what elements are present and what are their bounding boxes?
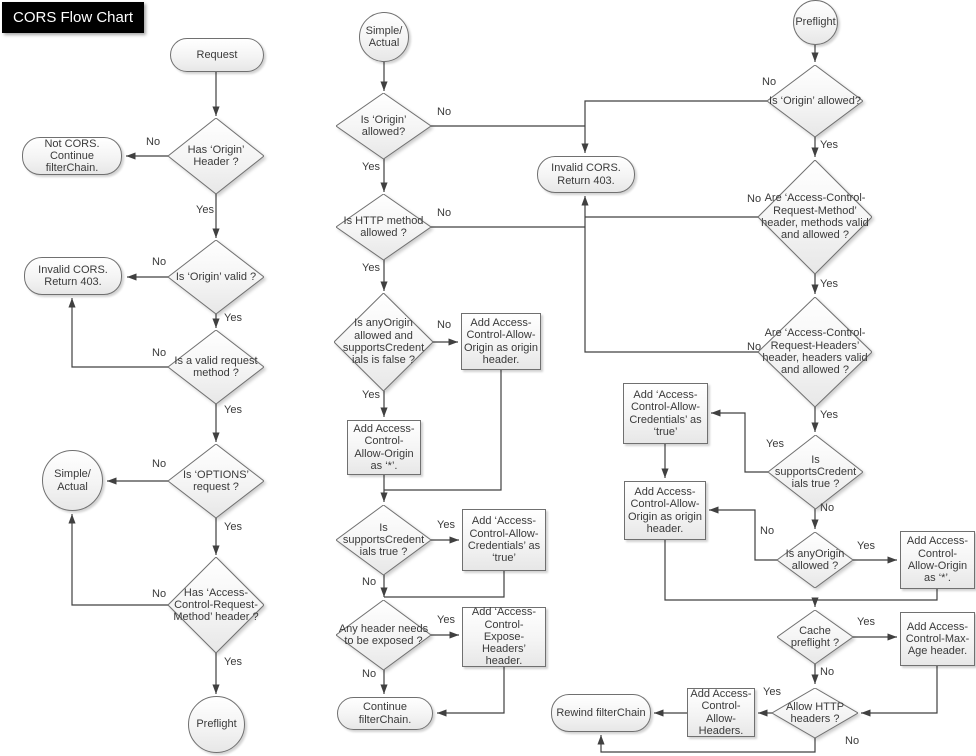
edge-label-no: No bbox=[747, 341, 762, 353]
node-label: Allow HTTP headers ? bbox=[785, 700, 845, 725]
node-label: Add Access-Control-Max-Age header. bbox=[905, 620, 970, 658]
edge-label-no: No bbox=[820, 502, 835, 514]
edge-label-yes: Yes bbox=[857, 616, 875, 628]
edge-label-no: No bbox=[362, 576, 377, 588]
node-label: Add Access-Control-Allow-Origin as origin header. bbox=[628, 485, 702, 535]
node-label: Are ‘Access-Control-Request-Method’ header, methods valid and allowed ? bbox=[761, 192, 869, 242]
terminator-continue-filterchain bbox=[337, 697, 433, 730]
node-label: Is ‘OPTIONS’ request ? bbox=[182, 468, 249, 493]
node-label: Is supportsCredent ials true ? bbox=[342, 521, 425, 559]
edge-label-yes: Yes bbox=[224, 404, 242, 416]
node-label: Has ‘Origin’ Header ? bbox=[187, 143, 245, 168]
node-label: Simple/ Actual bbox=[365, 24, 403, 49]
connector-simple-actual-mid bbox=[359, 12, 409, 62]
decision-anyorigin-cred-false bbox=[334, 293, 433, 391]
node-label: Has ‘Access-Control-Request-Method’ header ? bbox=[173, 586, 259, 624]
decision-cache-preflight bbox=[777, 610, 853, 664]
edge-label-yes: Yes bbox=[362, 389, 380, 401]
edge-label-yes: Yes bbox=[224, 521, 242, 533]
decision-any-header-exposed bbox=[336, 600, 431, 670]
process-add-acma bbox=[900, 612, 975, 666]
edge-label-no: No bbox=[747, 193, 762, 205]
decision-origin-allowed-mid bbox=[336, 93, 431, 159]
edge-label-yes: Yes bbox=[224, 656, 242, 668]
terminator-invalid-cors-mid bbox=[537, 156, 635, 193]
node-label: Is anyOrigin allowed ? bbox=[785, 547, 845, 572]
node-label: Add Access-Control-Allow-Origin as ‘*’. bbox=[906, 535, 969, 585]
terminator-rewind-filterchain bbox=[551, 694, 651, 732]
process-add-acac-true-right bbox=[623, 383, 708, 444]
process-add-acah bbox=[687, 688, 755, 737]
node-label: Request bbox=[196, 48, 238, 61]
decision-http-method-allowed bbox=[336, 194, 431, 260]
node-label: Add ‘Access-Control-Expose-Headers’ header. bbox=[471, 606, 537, 668]
node-label: Add Access-Control-Allow-Origin as origin header. bbox=[464, 316, 538, 366]
node-label: Is a valid request method ? bbox=[174, 354, 258, 379]
connector-preflight-right bbox=[793, 0, 838, 45]
edge-label-yes: Yes bbox=[766, 438, 784, 450]
edge-label-yes: Yes bbox=[224, 312, 242, 324]
edge-label-no: No bbox=[845, 735, 860, 747]
process-add-acac-true-mid bbox=[462, 509, 546, 571]
node-label: Add Access-Control-Allow-Headers. bbox=[690, 687, 752, 737]
edge-label-no: No bbox=[437, 207, 452, 219]
edge-label-no: No bbox=[152, 256, 167, 268]
edge-label-yes: Yes bbox=[820, 139, 838, 151]
edge-label-yes: Yes bbox=[196, 204, 214, 216]
node-label: Simple/ Actual bbox=[54, 468, 91, 493]
edge-label-no: No bbox=[820, 666, 835, 678]
connector-simple-actual-left bbox=[42, 450, 103, 511]
node-label: Preflight bbox=[795, 16, 836, 29]
edge-label-yes: Yes bbox=[362, 262, 380, 274]
process-add-aceh bbox=[462, 607, 546, 667]
edge-label-yes: Yes bbox=[763, 686, 781, 698]
process-add-acao-star-right bbox=[900, 531, 975, 589]
process-add-acao-origin-mid bbox=[461, 313, 541, 370]
edge-label-yes: Yes bbox=[362, 161, 380, 173]
node-label: Add ‘Access-Control-Allow-Credentials’ as ‘true’ bbox=[467, 515, 541, 565]
decision-has-acrm-header bbox=[168, 557, 264, 653]
decision-supports-cred-mid bbox=[336, 505, 431, 575]
edge-label-yes: Yes bbox=[857, 540, 875, 552]
process-add-acao-star-mid bbox=[347, 420, 421, 475]
node-label: Not CORS. Continue filterChain. bbox=[44, 137, 100, 175]
edge-label-yes: Yes bbox=[820, 278, 838, 290]
edge-label-yes: Yes bbox=[820, 409, 838, 421]
decision-allow-http-headers bbox=[772, 688, 858, 738]
terminator-request bbox=[170, 38, 264, 72]
decision-acrm-valid bbox=[758, 160, 872, 274]
chart-title: CORS Flow Chart bbox=[2, 2, 144, 33]
edge-label-no: No bbox=[146, 136, 161, 148]
node-label: Continue filterChain. bbox=[358, 701, 412, 726]
edge-label-no: No bbox=[437, 106, 452, 118]
decision-options-request bbox=[168, 444, 264, 518]
node-label: Are ‘Access-Control-Request-Headers’ header, headers valid and allowed ? bbox=[762, 327, 868, 377]
decision-origin-valid bbox=[168, 240, 264, 314]
node-label: Cache preflight ? bbox=[790, 624, 840, 649]
decision-acrh-valid bbox=[758, 297, 872, 407]
edge-label-no: No bbox=[152, 458, 167, 470]
decision-origin-allowed-right bbox=[767, 65, 863, 137]
decision-has-origin-header bbox=[168, 118, 264, 194]
terminator-not-cors bbox=[22, 137, 122, 175]
edge-label-no: No bbox=[152, 588, 167, 600]
process-add-acao-origin-right bbox=[624, 481, 706, 540]
edge-label-no: No bbox=[762, 76, 777, 88]
edge-label-yes: Yes bbox=[437, 614, 455, 626]
node-label: Add ‘Access-Control-Allow-Credentials’ as ‘true’ bbox=[629, 388, 702, 438]
node-label: Is supportsCredent ials true ? bbox=[774, 453, 857, 491]
edge-label-no: No bbox=[152, 347, 167, 359]
node-label: Is ‘Origin’ allowed? bbox=[360, 113, 407, 138]
node-label: Is HTTP method allowed ? bbox=[343, 214, 424, 239]
edge-label-no: No bbox=[362, 668, 377, 680]
node-label: Is ‘Origin’ allowed? bbox=[769, 94, 861, 107]
decision-anyorigin-allowed bbox=[777, 532, 853, 588]
edge-label-no: No bbox=[437, 319, 452, 331]
node-label: Invalid CORS. Return 403. bbox=[38, 263, 108, 288]
node-label: Preflight bbox=[196, 718, 237, 731]
edge-label-yes: Yes bbox=[437, 519, 455, 531]
node-label: Invalid CORS. Return 403. bbox=[551, 162, 621, 187]
node-label: Any header needs to be exposed ? bbox=[338, 622, 429, 647]
node-label: Is anyOrigin allowed and supportsCredent ials is false ? bbox=[342, 317, 425, 367]
connector-preflight-left bbox=[188, 696, 245, 753]
node-label: Is ‘Origin’ valid ? bbox=[175, 270, 257, 283]
edge-label-no: No bbox=[760, 525, 775, 537]
node-label: Rewind filterChain bbox=[556, 706, 646, 719]
terminator-invalid-cors-left bbox=[24, 257, 122, 295]
node-label: Add Access-Control-Allow-Origin as ‘*’. bbox=[353, 422, 415, 472]
decision-valid-request-method bbox=[168, 330, 264, 404]
